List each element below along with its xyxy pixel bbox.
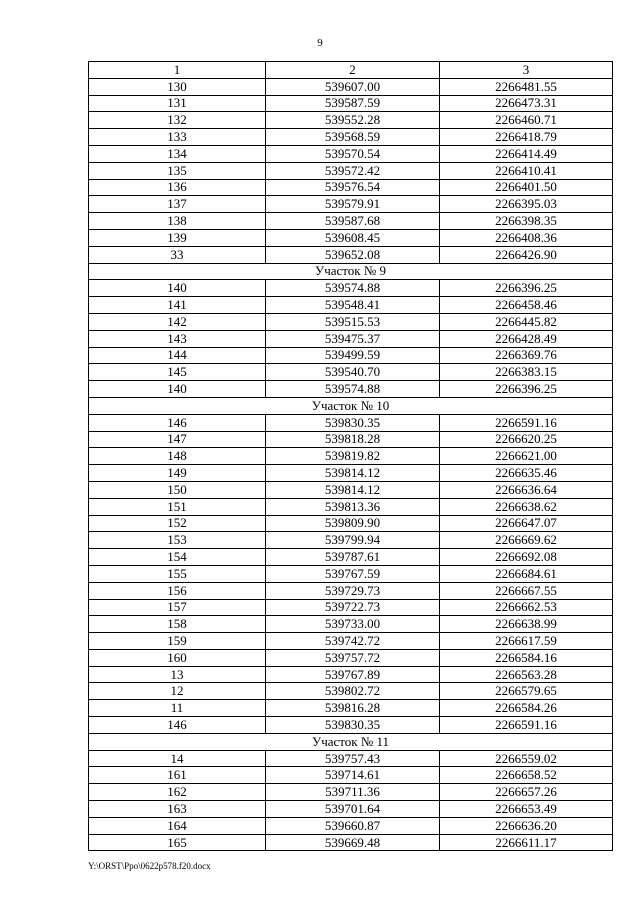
point-number-cell: 133 bbox=[89, 129, 266, 146]
y-coordinate-cell: 2266426.90 bbox=[440, 246, 613, 263]
y-coordinate-cell: 2266647.07 bbox=[440, 515, 613, 532]
y-coordinate-cell: 2266662.53 bbox=[440, 599, 613, 616]
point-number-cell: 13 bbox=[89, 666, 266, 683]
y-coordinate-cell: 2266591.16 bbox=[440, 414, 613, 431]
table-row bbox=[89, 112, 613, 129]
table-row bbox=[89, 633, 613, 650]
point-number-cell: 140 bbox=[89, 381, 266, 398]
x-coordinate-cell: 539799.94 bbox=[266, 532, 440, 549]
y-coordinate-cell: 2266396.25 bbox=[440, 280, 613, 297]
point-number-cell: 131 bbox=[89, 95, 266, 112]
y-coordinate-cell: 2266408.36 bbox=[440, 229, 613, 246]
y-coordinate-cell: 2266445.82 bbox=[440, 313, 613, 330]
x-coordinate-cell: 539579.91 bbox=[266, 196, 440, 213]
y-coordinate-cell: 2266481.55 bbox=[440, 78, 613, 95]
x-coordinate-cell: 539574.88 bbox=[266, 280, 440, 297]
table-row bbox=[89, 616, 613, 633]
table-row bbox=[89, 481, 613, 498]
x-coordinate-cell: 539767.89 bbox=[266, 666, 440, 683]
y-coordinate-cell: 2266473.31 bbox=[440, 95, 613, 112]
point-number-cell: 134 bbox=[89, 145, 266, 162]
point-number-cell: 160 bbox=[89, 649, 266, 666]
y-coordinate-cell: 2266591.16 bbox=[440, 717, 613, 734]
table-row bbox=[89, 582, 613, 599]
x-coordinate-cell: 539552.28 bbox=[266, 112, 440, 129]
y-coordinate-cell: 2266579.65 bbox=[440, 683, 613, 700]
y-coordinate-cell: 2266692.08 bbox=[440, 549, 613, 566]
x-coordinate-cell: 539548.41 bbox=[266, 297, 440, 314]
footer-file-path: Y:\ORST\Ppo\0622p578.f20.docx bbox=[88, 861, 211, 871]
point-number-cell: 151 bbox=[89, 498, 266, 515]
x-coordinate-cell: 539802.72 bbox=[266, 683, 440, 700]
y-coordinate-cell: 2266396.25 bbox=[440, 381, 613, 398]
table-row bbox=[89, 347, 613, 364]
table-row bbox=[89, 448, 613, 465]
table-row bbox=[89, 532, 613, 549]
x-coordinate-cell: 539499.59 bbox=[266, 347, 440, 364]
point-number-cell: 139 bbox=[89, 229, 266, 246]
point-number-cell: 137 bbox=[89, 196, 266, 213]
x-coordinate-cell: 539570.54 bbox=[266, 145, 440, 162]
point-number-cell: 14 bbox=[89, 750, 266, 767]
point-number-cell: 156 bbox=[89, 582, 266, 599]
y-coordinate-cell: 2266428.49 bbox=[440, 330, 613, 347]
x-coordinate-cell: 539714.61 bbox=[266, 767, 440, 784]
section-label: Участок № 10 bbox=[89, 397, 613, 414]
x-coordinate-cell: 539814.12 bbox=[266, 481, 440, 498]
point-number-cell: 155 bbox=[89, 565, 266, 582]
table-row bbox=[89, 834, 613, 851]
column-header-point: 1 bbox=[89, 62, 266, 79]
y-coordinate-cell: 2266584.26 bbox=[440, 700, 613, 717]
y-coordinate-cell: 2266369.76 bbox=[440, 347, 613, 364]
table-row bbox=[89, 649, 613, 666]
y-coordinate-cell: 2266658.52 bbox=[440, 767, 613, 784]
x-coordinate-cell: 539608.45 bbox=[266, 229, 440, 246]
x-coordinate-cell: 539576.54 bbox=[266, 179, 440, 196]
x-coordinate-cell: 539819.82 bbox=[266, 448, 440, 465]
point-number-cell: 130 bbox=[89, 78, 266, 95]
page-number: 9 bbox=[317, 37, 323, 49]
x-coordinate-cell: 539711.36 bbox=[266, 784, 440, 801]
table-row bbox=[89, 683, 613, 700]
table-row bbox=[89, 666, 613, 683]
section-header-row bbox=[89, 397, 613, 414]
table-row bbox=[89, 196, 613, 213]
y-coordinate-cell: 2266635.46 bbox=[440, 465, 613, 482]
table-row bbox=[89, 78, 613, 95]
table-row bbox=[89, 229, 613, 246]
y-coordinate-cell: 2266667.55 bbox=[440, 582, 613, 599]
table-row bbox=[89, 801, 613, 818]
point-number-cell: 33 bbox=[89, 246, 266, 263]
y-coordinate-cell: 2266383.15 bbox=[440, 364, 613, 381]
point-number-cell: 145 bbox=[89, 364, 266, 381]
y-coordinate-cell: 2266398.35 bbox=[440, 213, 613, 230]
table-row bbox=[89, 700, 613, 717]
point-number-cell: 159 bbox=[89, 633, 266, 650]
table-row bbox=[89, 364, 613, 381]
point-number-cell: 165 bbox=[89, 834, 266, 851]
table-row bbox=[89, 313, 613, 330]
x-coordinate-cell: 539660.87 bbox=[266, 817, 440, 834]
point-number-cell: 152 bbox=[89, 515, 266, 532]
x-coordinate-cell: 539515.53 bbox=[266, 313, 440, 330]
x-coordinate-cell: 539568.59 bbox=[266, 129, 440, 146]
table-row bbox=[89, 381, 613, 398]
point-number-cell: 164 bbox=[89, 817, 266, 834]
table-row bbox=[89, 750, 613, 767]
y-coordinate-cell: 2266669.62 bbox=[440, 532, 613, 549]
table-row bbox=[89, 515, 613, 532]
point-number-cell: 142 bbox=[89, 313, 266, 330]
point-number-cell: 136 bbox=[89, 179, 266, 196]
table-row bbox=[89, 280, 613, 297]
x-coordinate-cell: 539669.48 bbox=[266, 834, 440, 851]
column-header-y: 3 bbox=[440, 62, 613, 79]
table-row bbox=[89, 95, 613, 112]
point-number-cell: 146 bbox=[89, 717, 266, 734]
point-number-cell: 146 bbox=[89, 414, 266, 431]
point-number-cell: 161 bbox=[89, 767, 266, 784]
x-coordinate-cell: 539813.36 bbox=[266, 498, 440, 515]
y-coordinate-cell: 2266657.26 bbox=[440, 784, 613, 801]
y-coordinate-cell: 2266563.28 bbox=[440, 666, 613, 683]
column-header-x: 2 bbox=[266, 62, 440, 79]
table-row bbox=[89, 179, 613, 196]
table-row bbox=[89, 297, 613, 314]
y-coordinate-cell: 2266621.00 bbox=[440, 448, 613, 465]
point-number-cell: 141 bbox=[89, 297, 266, 314]
y-coordinate-cell: 2266559.02 bbox=[440, 750, 613, 767]
y-coordinate-cell: 2266684.61 bbox=[440, 565, 613, 582]
y-coordinate-cell: 2266418.79 bbox=[440, 129, 613, 146]
x-coordinate-cell: 539540.70 bbox=[266, 364, 440, 381]
table-row bbox=[89, 717, 613, 734]
y-coordinate-cell: 2266584.16 bbox=[440, 649, 613, 666]
y-coordinate-cell: 2266653.49 bbox=[440, 801, 613, 818]
x-coordinate-cell: 539701.64 bbox=[266, 801, 440, 818]
x-coordinate-cell: 539814.12 bbox=[266, 465, 440, 482]
x-coordinate-cell: 539742.72 bbox=[266, 633, 440, 650]
y-coordinate-cell: 2266620.25 bbox=[440, 431, 613, 448]
table-row bbox=[89, 565, 613, 582]
y-coordinate-cell: 2266611.17 bbox=[440, 834, 613, 851]
x-coordinate-cell: 539767.59 bbox=[266, 565, 440, 582]
table-row bbox=[89, 549, 613, 566]
y-coordinate-cell: 2266638.99 bbox=[440, 616, 613, 633]
y-coordinate-cell: 2266617.59 bbox=[440, 633, 613, 650]
point-number-cell: 138 bbox=[89, 213, 266, 230]
x-coordinate-cell: 539722.73 bbox=[266, 599, 440, 616]
point-number-cell: 149 bbox=[89, 465, 266, 482]
y-coordinate-cell: 2266401.50 bbox=[440, 179, 613, 196]
point-number-cell: 154 bbox=[89, 549, 266, 566]
section-label: Участок № 9 bbox=[89, 263, 613, 280]
table-row bbox=[89, 498, 613, 515]
y-coordinate-cell: 2266410.41 bbox=[440, 162, 613, 179]
point-number-cell: 11 bbox=[89, 700, 266, 717]
x-coordinate-cell: 539587.68 bbox=[266, 213, 440, 230]
table-row bbox=[89, 784, 613, 801]
x-coordinate-cell: 539475.37 bbox=[266, 330, 440, 347]
x-coordinate-cell: 539729.73 bbox=[266, 582, 440, 599]
table-row bbox=[89, 213, 613, 230]
coordinates-table bbox=[88, 61, 613, 851]
section-header-row bbox=[89, 263, 613, 280]
point-number-cell: 12 bbox=[89, 683, 266, 700]
x-coordinate-cell: 539757.72 bbox=[266, 649, 440, 666]
table-row bbox=[89, 162, 613, 179]
y-coordinate-cell: 2266638.62 bbox=[440, 498, 613, 515]
x-coordinate-cell: 539809.90 bbox=[266, 515, 440, 532]
y-coordinate-cell: 2266460.71 bbox=[440, 112, 613, 129]
table-row bbox=[89, 246, 613, 263]
point-number-cell: 140 bbox=[89, 280, 266, 297]
y-coordinate-cell: 2266636.64 bbox=[440, 481, 613, 498]
x-coordinate-cell: 539830.35 bbox=[266, 414, 440, 431]
x-coordinate-cell: 539572.42 bbox=[266, 162, 440, 179]
point-number-cell: 162 bbox=[89, 784, 266, 801]
point-number-cell: 158 bbox=[89, 616, 266, 633]
table-row bbox=[89, 145, 613, 162]
point-number-cell: 144 bbox=[89, 347, 266, 364]
x-coordinate-cell: 539587.59 bbox=[266, 95, 440, 112]
table-row bbox=[89, 767, 613, 784]
y-coordinate-cell: 2266636.20 bbox=[440, 817, 613, 834]
point-number-cell: 148 bbox=[89, 448, 266, 465]
y-coordinate-cell: 2266458.46 bbox=[440, 297, 613, 314]
x-coordinate-cell: 539816.28 bbox=[266, 700, 440, 717]
x-coordinate-cell: 539652.08 bbox=[266, 246, 440, 263]
point-number-cell: 157 bbox=[89, 599, 266, 616]
y-coordinate-cell: 2266414.49 bbox=[440, 145, 613, 162]
section-header-row bbox=[89, 733, 613, 750]
table-body bbox=[89, 78, 613, 851]
table-row bbox=[89, 465, 613, 482]
table-row bbox=[89, 431, 613, 448]
point-number-cell: 143 bbox=[89, 330, 266, 347]
x-coordinate-cell: 539733.00 bbox=[266, 616, 440, 633]
point-number-cell: 132 bbox=[89, 112, 266, 129]
section-label: Участок № 11 bbox=[89, 733, 613, 750]
point-number-cell: 153 bbox=[89, 532, 266, 549]
x-coordinate-cell: 539830.35 bbox=[266, 717, 440, 734]
y-coordinate-cell: 2266395.03 bbox=[440, 196, 613, 213]
point-number-cell: 147 bbox=[89, 431, 266, 448]
table-row bbox=[89, 129, 613, 146]
x-coordinate-cell: 539757.43 bbox=[266, 750, 440, 767]
x-coordinate-cell: 539787.61 bbox=[266, 549, 440, 566]
table-row bbox=[89, 817, 613, 834]
x-coordinate-cell: 539574.88 bbox=[266, 381, 440, 398]
table-row bbox=[89, 414, 613, 431]
table-row bbox=[89, 330, 613, 347]
x-coordinate-cell: 539818.28 bbox=[266, 431, 440, 448]
point-number-cell: 163 bbox=[89, 801, 266, 818]
table-row bbox=[89, 599, 613, 616]
point-number-cell: 150 bbox=[89, 481, 266, 498]
point-number-cell: 135 bbox=[89, 162, 266, 179]
table-header-row bbox=[89, 62, 613, 79]
x-coordinate-cell: 539607.00 bbox=[266, 78, 440, 95]
